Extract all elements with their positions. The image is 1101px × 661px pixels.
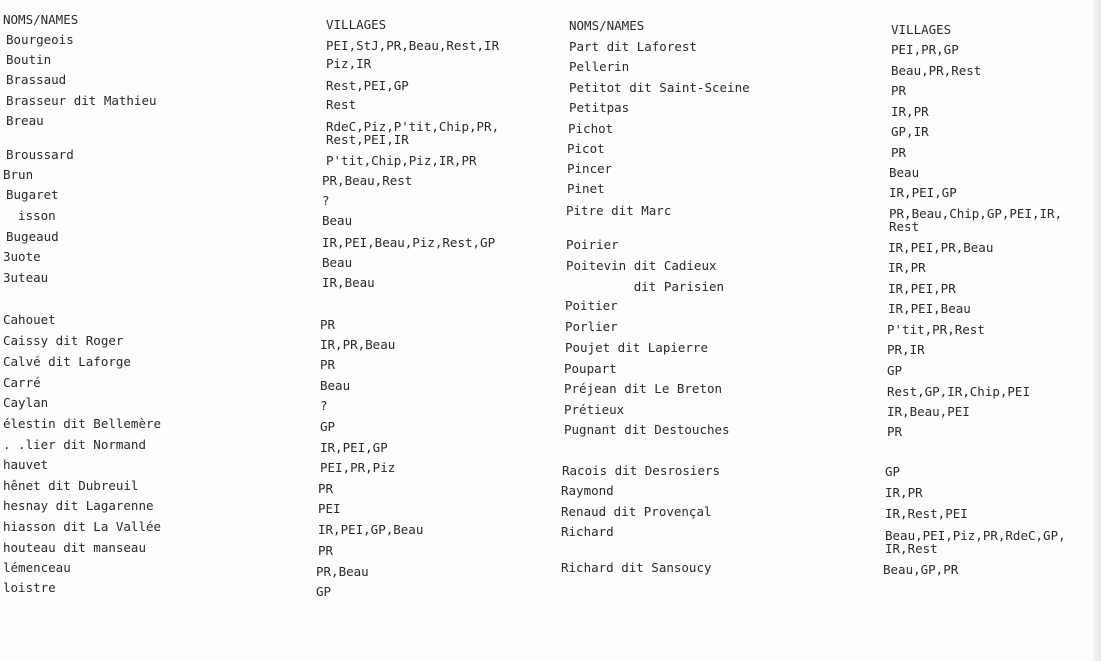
village-entry: IR,Beau,PEI: [887, 404, 970, 419]
village-entry: PR: [320, 317, 336, 332]
village-entry: Rest: [326, 97, 357, 112]
name-entry: Bugaret: [6, 187, 59, 202]
name-entry: lémenceau: [3, 560, 71, 575]
name-entry: Cahouet: [3, 312, 56, 327]
village-entry: IR,PEI,PR: [888, 281, 956, 296]
page-edge-shadow: [1093, 0, 1101, 661]
name-entry: Pincer: [567, 161, 613, 176]
village-entry: IR,PEI,Beau,Piz,Rest,GP: [322, 235, 496, 250]
name-entry: houteau dit manseau: [3, 540, 146, 555]
village-entry: PEI,StJ,PR,Beau,Rest,IR: [326, 38, 500, 53]
village-entry: Beau,PEI,Piz,PR,RdeC,GP, IR,Rest: [885, 528, 1066, 556]
village-entry: Beau,GP,PR: [883, 562, 959, 577]
village-entry: IR,PR: [891, 104, 929, 119]
village-entry: PR,IR: [887, 342, 925, 357]
name-entry: Renaud dit Provençal: [561, 504, 712, 519]
village-entry: IR,PR,Beau: [320, 337, 396, 352]
village-entry: Beau: [322, 213, 353, 228]
village-entry: GP: [316, 584, 332, 599]
village-entry: PR: [318, 481, 334, 496]
name-entry: Breau: [6, 113, 44, 128]
village-entry: IR,PEI,PR,Beau: [888, 240, 994, 255]
right-names-header: NOMS/NAMES: [569, 18, 645, 33]
village-entry: Piz,IR: [326, 56, 372, 71]
village-entry: PEI,PR,GP: [891, 42, 959, 57]
name-entry: Caissy dit Roger: [3, 333, 124, 348]
name-entry: loistre: [3, 580, 56, 595]
village-entry: PEI: [318, 501, 341, 516]
village-entry: Beau,PR,Rest: [891, 63, 982, 78]
village-entry: IR,Beau: [322, 275, 375, 290]
name-entry: élestin dit Bellemère: [3, 416, 162, 431]
village-entry: Rest,GP,IR,Chip,PEI: [887, 384, 1030, 399]
village-entry: PR,Beau,Rest: [322, 173, 413, 188]
village-entry: P'tit,Chip,Piz,IR,PR: [326, 153, 477, 168]
village-entry: PR,Beau: [316, 564, 369, 579]
village-entry: RdeC,Piz,P'tit,Chip,PR, Rest,PEI,IR: [326, 119, 500, 147]
name-entry: Brassaud: [6, 72, 67, 87]
village-entry: PR: [887, 424, 903, 439]
name-entry: Broussard: [6, 147, 74, 162]
village-entry: Rest,PEI,GP: [326, 78, 409, 93]
name-entry: Poujet dit Lapierre: [565, 340, 708, 355]
name-entry: Petitot dit Saint-Sceine: [569, 80, 750, 95]
village-entry: PEI,PR,Piz: [320, 460, 396, 475]
name-entry: Part dit Laforest: [569, 39, 697, 54]
name-entry: Pichot: [568, 121, 614, 136]
village-entry: PR: [891, 145, 907, 160]
left-names-header: NOMS/NAMES: [3, 12, 79, 27]
village-entry: ?: [320, 398, 328, 413]
name-entry: Boutin: [6, 52, 52, 67]
village-entry: GP: [320, 419, 336, 434]
name-entry: Petitpas: [569, 100, 630, 115]
name-entry: Poitevin dit Cadieux: [566, 258, 717, 273]
name-entry: Porlier: [565, 319, 618, 334]
village-entry: GP: [887, 363, 903, 378]
name-entry: Brasseur dit Mathieu: [6, 93, 157, 108]
village-entry: Beau: [320, 378, 351, 393]
name-entry: Richard: [561, 524, 614, 539]
name-entry: 3uote: [3, 249, 41, 264]
village-entry: PR: [318, 543, 334, 558]
name-entry: hesnay dit Lagarenne: [3, 498, 154, 513]
village-entry: Beau: [322, 255, 353, 270]
name-entry: Pitre dit Marc: [566, 203, 672, 218]
village-entry: IR,PR: [888, 260, 926, 275]
village-entry: PR: [320, 357, 336, 372]
name-entry: Calvé dit Laforge: [3, 354, 131, 369]
village-entry: GP,IR: [891, 124, 929, 139]
name-entry: . .lier dit Normand: [3, 437, 146, 452]
name-entry: hiasson dit La Vallée: [3, 519, 162, 534]
left-villages-header: VILLAGES: [326, 17, 387, 32]
village-entry: P'tit,PR,Rest: [887, 322, 985, 337]
name-entry: Caylan: [3, 395, 49, 410]
village-entry: PR: [891, 83, 907, 98]
village-entry: IR,PEI,GP: [320, 440, 388, 455]
name-entry: Picot: [567, 141, 605, 156]
name-entry: Bugeaud: [6, 229, 59, 244]
name-entry: Richard dit Sansoucy: [561, 560, 712, 575]
name-entry: Carré: [3, 375, 41, 390]
name-entry: Poirier: [566, 237, 619, 252]
village-entry: Beau: [889, 165, 920, 180]
name-entry: Prétieux: [564, 402, 625, 417]
name-entry: Raymond: [561, 483, 614, 498]
name-entry: Pellerin: [569, 59, 630, 74]
village-entry: IR,PR: [885, 485, 923, 500]
name-entry: Préjean dit Le Breton: [564, 381, 723, 396]
name-entry: Brun: [3, 167, 34, 182]
name-entry: Poitier: [565, 298, 618, 313]
name-entry: dit Parisien: [566, 279, 725, 294]
name-entry: hauvet: [3, 457, 49, 472]
village-entry: ?: [322, 193, 330, 208]
name-entry: 3uteau: [3, 270, 49, 285]
village-entry: GP: [885, 464, 901, 479]
name-entry: Bourgeois: [6, 32, 74, 47]
right-villages-header: VILLAGES: [891, 22, 952, 37]
village-entry: IR,PEI,GP: [889, 185, 957, 200]
name-entry: Pinet: [567, 181, 605, 196]
village-entry: PR,Beau,Chip,GP,PEI,IR, Rest: [889, 206, 1063, 234]
name-entry: Poupart: [564, 361, 617, 376]
village-entry: IR,PEI,Beau: [888, 301, 971, 316]
village-entry: IR,PEI,GP,Beau: [318, 522, 424, 537]
name-entry: Pugnant dit Destouches: [564, 422, 730, 437]
name-entry: isson: [3, 208, 56, 223]
village-entry: IR,Rest,PEI: [885, 506, 968, 521]
name-entry: hênet dit Dubreuil: [3, 478, 139, 493]
name-entry: Racois dit Desrosiers: [562, 463, 721, 478]
